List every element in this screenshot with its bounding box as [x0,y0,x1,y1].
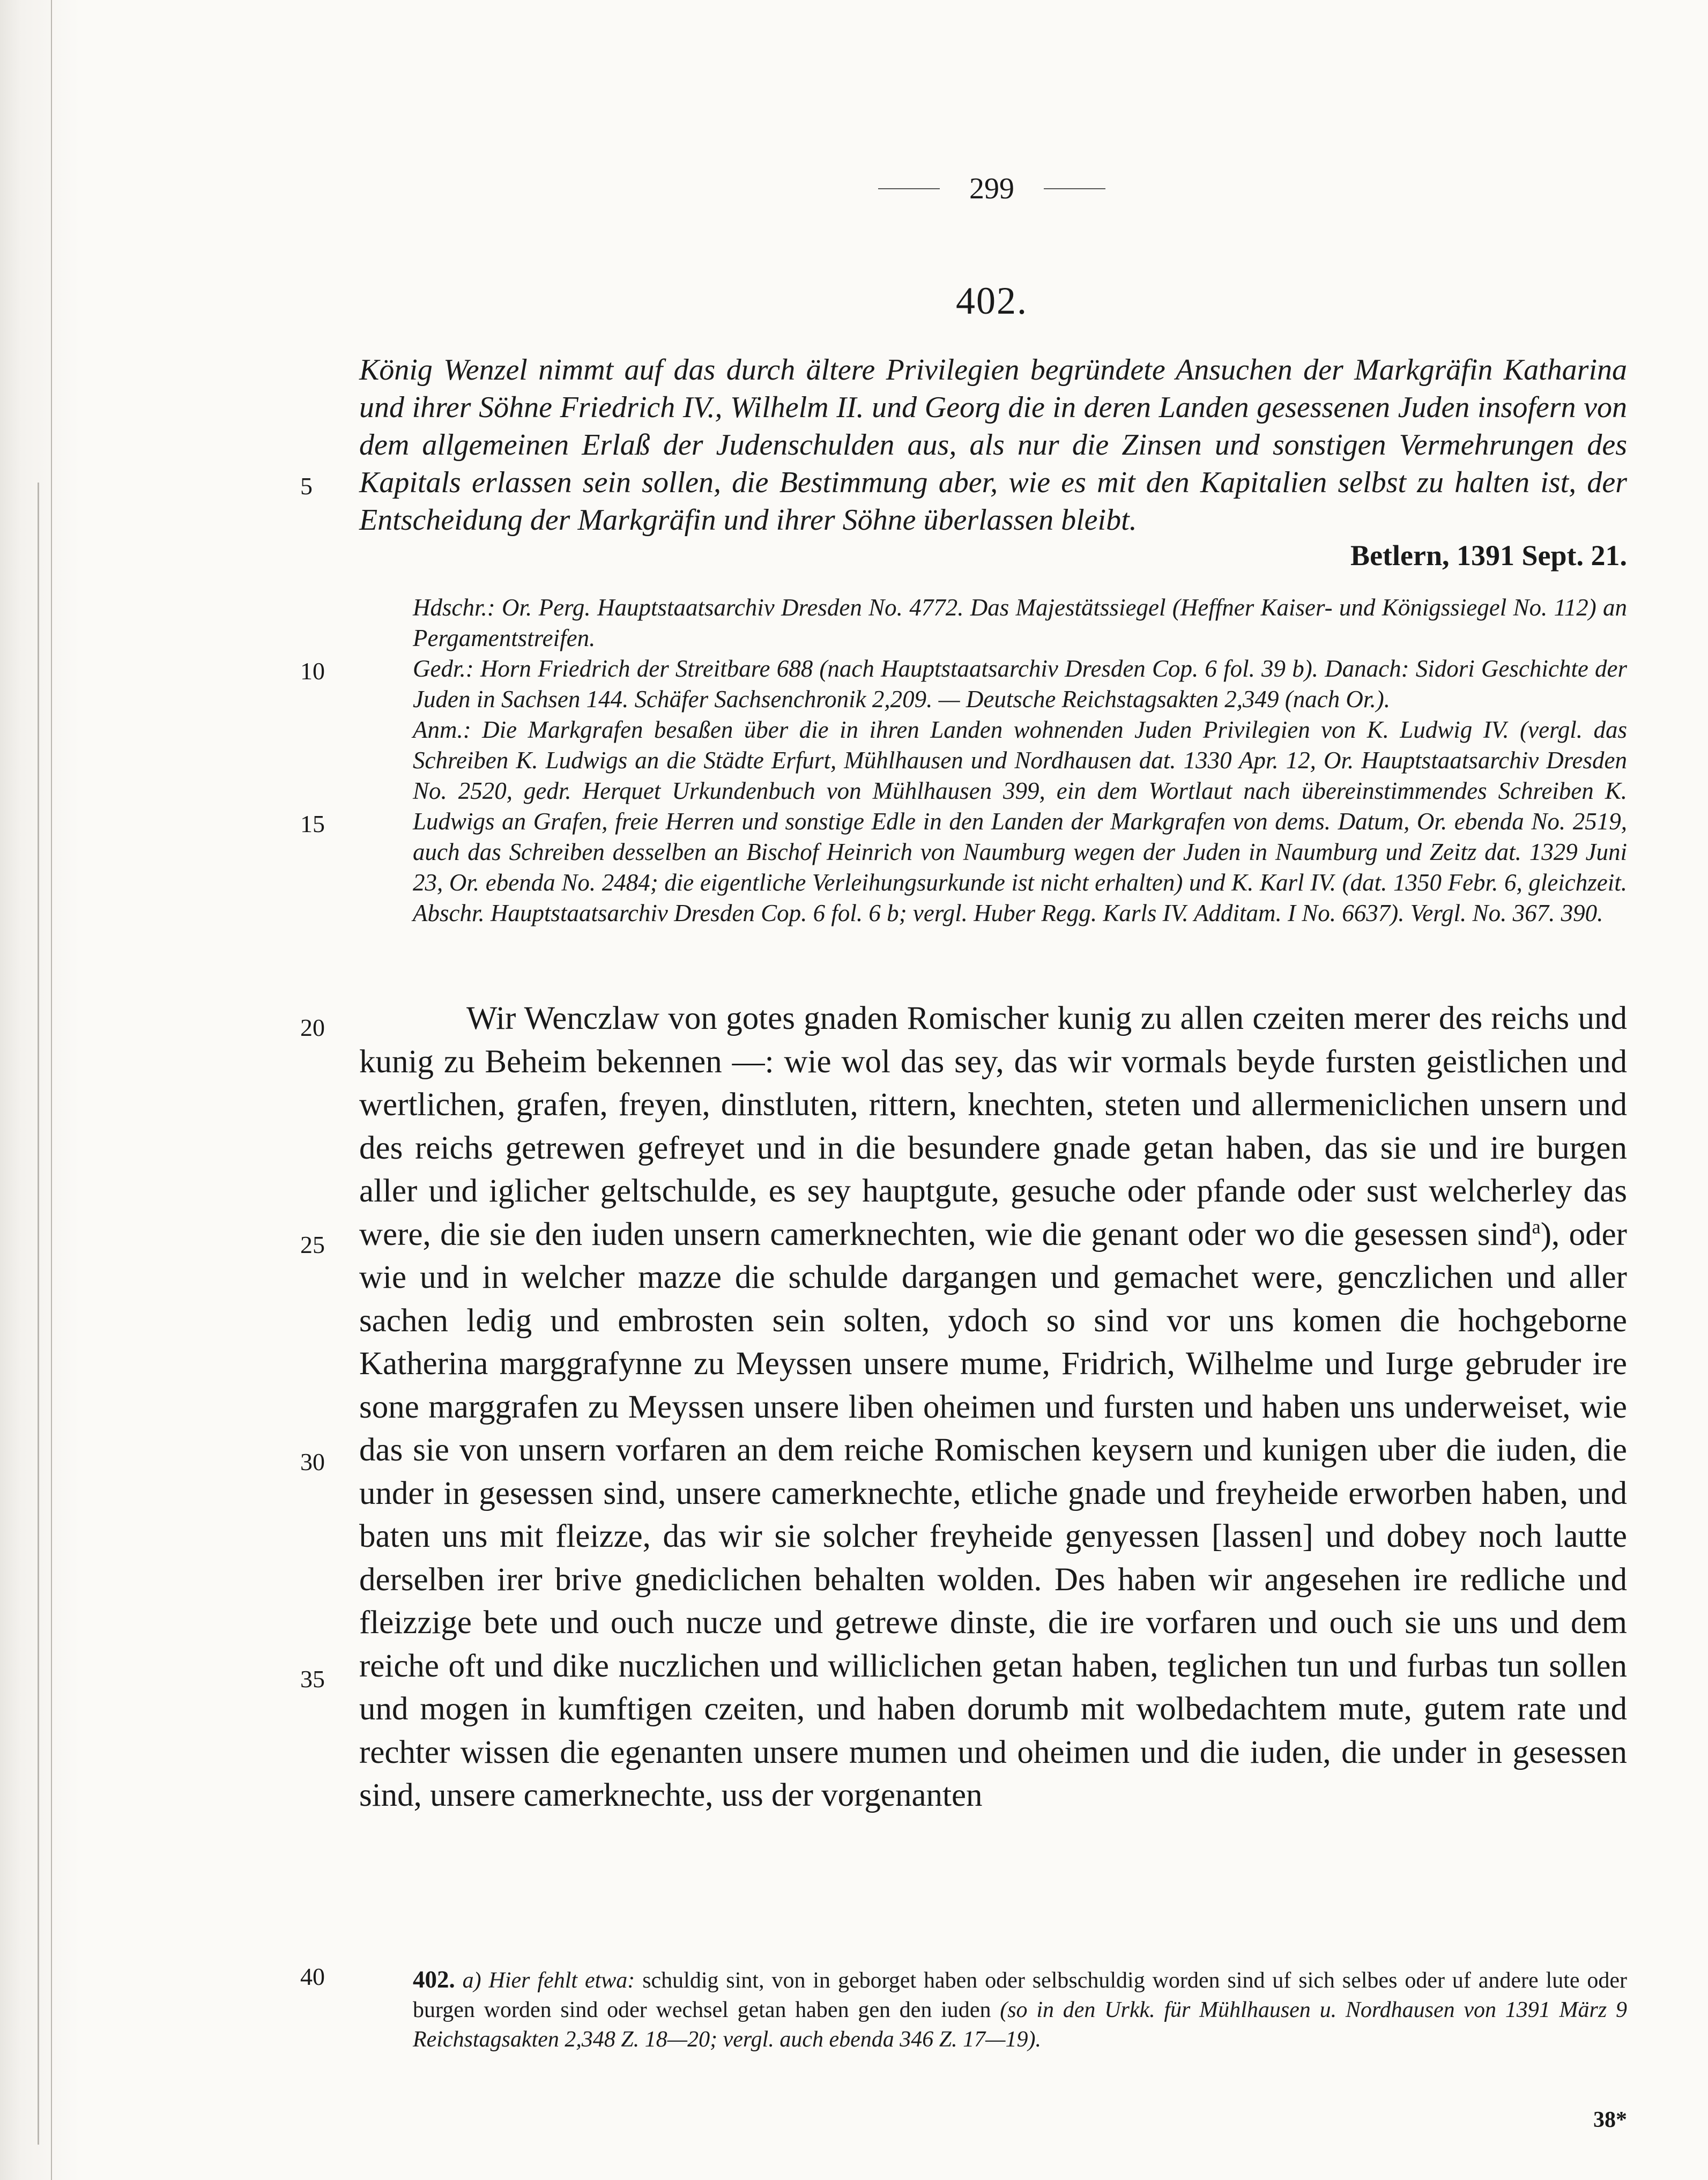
line-number: 30 [300,1448,325,1475]
scan-edge-line [51,0,52,2180]
page-header [804,172,1179,206]
line-number: 15 [300,810,325,837]
line-number: 25 [300,1231,325,1258]
line-number: 20 [300,1014,325,1041]
note-printed: Gedr.: Horn Friedrich der Streitbare 688 (nach Hauptstaatsarchiv Dresden Cop. 6 fol. 39 b). Danach: Sidori Geschichte der Juden in Sachsen 144. Schäfer Sachsenchronik 2,209. — Deutsche Reichstagsakten 2,349 (nach Or.). [413,655,1627,713]
note-manuscript: Hdschr.: Or. Perg. Hauptstaatsarchiv Dresden No. 4772. Das Majestätssiegel (Heffner Kaiser- und Königssiegel No. 112) an Pergamentstreifen. [413,594,1627,651]
note-remark: Anm.: Die Markgrafen besaßen über die in ihren Landen wohnenden Juden Privilegien von K. Ludwig IV. (vergl. das Schreiben K. Ludwigs an die Städte Erfurt, Mühlhausen und Nordhausen dat. 1330 Apr. 12, Or. Hauptstaatsarchiv Dresden No. 2520, gedr. Herquet Urkundenbuch von Mühlhausen 399, ein dem Wortlaut nach übereinstimmendes Schreiben K. Ludwigs an Grafen, freie Herren und sonstige Edle in den Landen der Markgrafen von dems. Datum, Or. ebenda No. 2519, auch das Schreiben desselben an Bischof Heinrich von Naumburg wegen der Juden in Naumburg und Zeitz dat. 1329 Juni 23, Or. ebenda No. 2484; die eigentliche Verleihungsurkunde ist nicht erhalten) und K. Karl IV. (dat. 1350 Febr. 6, gleichzeit. Abschr. Hauptstaatsarchiv Dresden Cop. 6 fol. 6 b; vergl. Huber Regg. Karls IV. Additam. I No. 6637). Vergl. No. 367. 390. [413,716,1627,926]
header-dash-left [878,188,940,189]
line-number: 10 [300,657,325,685]
line-number: 35 [300,1665,325,1693]
line-number: 40 [300,1963,325,1990]
dateline: Betlern, 1391 Sept. 21. [1350,539,1627,572]
charter-text-part-2: ), oder wie und in welcher mazze die schulde dargangen und gemachet were, genczlichen und aller sachen ledig und embrosten sein solten, ydoch so sind vor uns komen die hochgeborne Katherina marggrafynne zu Meyssen unsere mume, Fridrich, Wilhelme und Iurge gebruder ire sone marggrafen zu Meyssen unsere liben oheimen und fursten und haben uns underweiset, wie das sie von unsern vorfaren an dem reiche Romischen keysern und kunigen uber die iuden, die under in gesessen sind, unsere camerknechte, etliche gnade und freyheide erworben haben, und baten uns mit fleizze, das wir sie solcher freyheide genyessen [lassen] und dobey noch lautte derselben irer brive gnediclichen behalten wolden. Des haben wir angesehen ire redliche und fleizzige bete und ouch nucze und getrewe dinste, die ire vorfaren und ouch sie uns und dem reiche oft und dike nuczlichen und williclichen getan haben, teglichen tun und furbas tun sollen und mogen in kumftigen czeiten, und haben dorumb mit wolbedachtem mute, gutem rate und rechter wissen die egenanten unsere mumen und oheimen und die iuden, die under in gesessen sind, unsere camerknechte, uss der vorgenanten [359,1216,1627,1813]
footnote-reference: (so in den Urkk. für Mühlhausen u. Nordhausen von 1391 März 9 Reichstagsakten 2,348 Z. 18—20; vergl. auch ebenda 346 Z. 17—19). [413,1998,1627,2052]
scan-edge-line [38,483,39,2145]
line-number: 5 [300,472,313,500]
charter-text-part-1: Wir Wenczlaw von gotes gnaden Romischer kunig zu allen czeiten merer des reichs und kunig zu Beheim bekennen —: wie wol das sey, das wir vormals beyde fursten geistlichen und wertlichen, grafen, freyen, dinstluten, rittern, knechten, steten und allermeniclichen unsern und des reichs getrewen gefreyet und in die besundere gnade getan haben, das sie und ire burgen aller und iglicher geltschulde, es sey hauptgute, gesuche oder pfande oder sust welcherley das were, die sie den iuden unsern camerknechten, wie die genant oder wo die gesessen sind [359,1000,1627,1252]
footnote [413,1965,1627,2055]
footnote-intro: a) Hier fehlt etwa: [462,1968,635,1993]
charter-text [359,997,1627,1818]
signature-mark: 38* [1593,2108,1627,2132]
source-notes [413,592,1627,929]
document-number: 402. [956,279,1028,322]
page-number: 299 [969,172,1014,205]
scan-edge-shadow [0,0,80,2180]
header-dash-right [1044,188,1105,189]
regest-summary: König Wenzel nimmt auf das durch ältere Privilegien begründete Ansuchen der Markgräfin Katharina und ihrer Söhne Friedrich IV., Wilhelm II. und Georg die in deren Landen gesessenen Juden insofern von dem allgemeinen Erlaß der Judenschulden aus, als nur die Zinsen und sonstigen Vermehrungen des Kapitals erlassen sein sollen, die Bestimmung aber, wie es mit den Kapitalien selbst zu halten ist, der Entscheidung der Markgräfin und ihrer Söhne überlassen bleibt. [359,353,1627,537]
footnote-label: 402. [413,1966,455,1993]
footnote-marker: a [1532,1215,1541,1238]
footnote-text: schuldig sint, von in geborget haben oder selbschuldig worden sind uf sich selbes oder uf andere lute oder burgen worden sind oder wechsel getan haben gen den iuden [413,1968,1628,2022]
